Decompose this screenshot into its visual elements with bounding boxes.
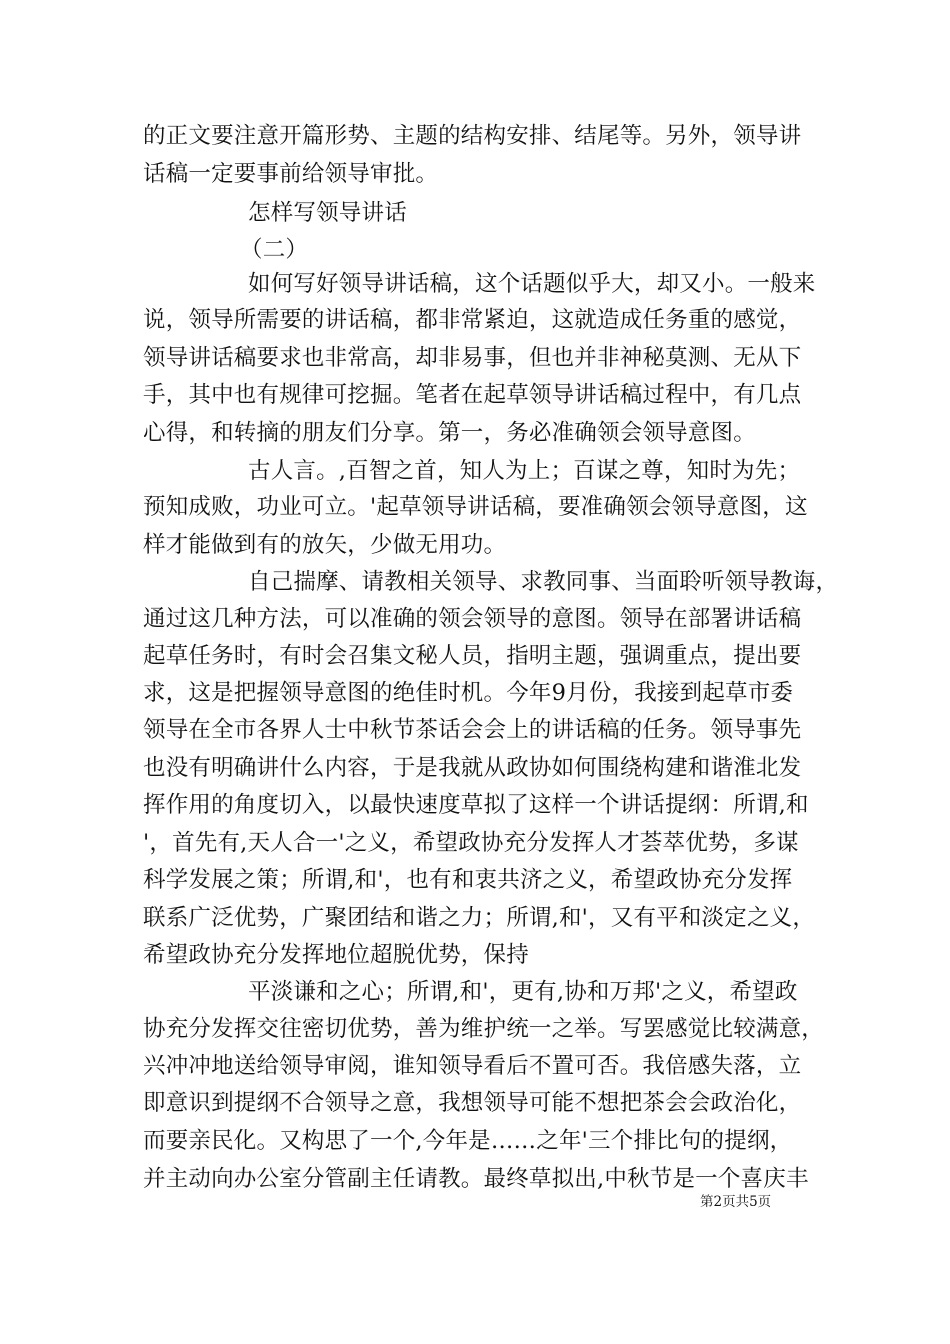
text-line: 挥作用的角度切入，以最快速度草拟了这样一个讲话提纲：所谓,和 — [143, 792, 809, 818]
text-line: 协充分发挥交往密切优势，善为维护统一之举。写罢感觉比较满意， — [143, 1016, 825, 1042]
text-line: 如何写好领导讲话稿，这个话题似乎大，却又小。一般来 — [248, 271, 816, 297]
text-line: 自己揣摩、请教相关领导、求教同事、当面聆听领导教诲， — [248, 569, 839, 595]
text-line: 希望政协充分发挥地位超脱优势，保持 — [143, 942, 529, 968]
text-line: 的正文要注意开篇形势、主题的结构安排、结尾等。另外，领导讲 — [143, 123, 802, 149]
text-line: 即意识到提纲不合领导之意，我想领导可能不想把茶会会政治化， — [143, 1090, 802, 1116]
section-heading: 怎样写领导讲话 — [248, 200, 407, 226]
text-line: 心得，和转摘的朋友们分享。第一，务必准确领会领导意图。 — [143, 420, 756, 446]
text-line: 而要亲民化。又构思了一个,今年是……之年'三个排比句的提纲， — [143, 1128, 793, 1154]
text-line: 领导在全市各界人士中秋节茶话会会上的讲话稿的任务。领导事先 — [143, 717, 802, 743]
text-line: 古人言。,百智之首，知人为上；百谋之尊，知时为先； — [248, 458, 801, 484]
text-line: 说，领导所需要的讲话稿，都非常紧迫，这就造成任务重的感觉， — [143, 307, 802, 333]
text-line: 话稿一定要事前给领导审批。 — [143, 161, 439, 187]
text-line: '，首先有,天人合一'之义，希望政协充分发挥人才荟萃优势，多谋 — [143, 830, 799, 856]
text-line: 起草任务时，有时会召集文秘人员，指明主题，强调重点，提出要 — [143, 643, 802, 669]
text-line: 通过这几种方法，可以准确的领会领导的意图。领导在部署讲话稿 — [143, 606, 802, 632]
text-line: 样才能做到有的放矢，少做无用功。 — [143, 532, 507, 558]
text-line: 求，这是把握领导意图的绝佳时机。今年9月份，我接到起草市委 — [143, 680, 794, 706]
text-line: 领导讲话稿要求也非常高，却非易事，但也并非神秘莫测、无从下 — [143, 345, 802, 371]
text-line: 手，其中也有规律可挖掘。笔者在起草领导讲话稿过程中，有几点 — [143, 382, 802, 408]
text-line: 预知成败，功业可立。'起草领导讲话稿，要准确领会领导意图，这 — [143, 494, 808, 520]
text-line: 也没有明确讲什么内容，于是我就从政协如何围绕构建和谐淮北发 — [143, 755, 802, 781]
text-line: 联系广泛优势，广聚团结和谐之力；所谓,和'，又有平和淡定之义， — [143, 905, 816, 931]
text-line: 平淡谦和之心；所谓,和'，更有,协和万邦'之义，希望政 — [248, 979, 798, 1005]
text-line: 科学发展之策；所谓,和'，也有和衷共济之义，希望政协充分发挥 — [143, 867, 793, 893]
text-line: 并主动向办公室分管副主任请教。最终草拟出,中秋节是一个喜庆丰 — [143, 1166, 809, 1192]
text-line: 兴冲冲地送给领导审阅，谁知领导看后不置可否。我倍感失落，立 — [143, 1053, 802, 1079]
page-number: 第2页共5页 — [700, 1194, 772, 1210]
section-subheading: （二） — [240, 237, 309, 263]
